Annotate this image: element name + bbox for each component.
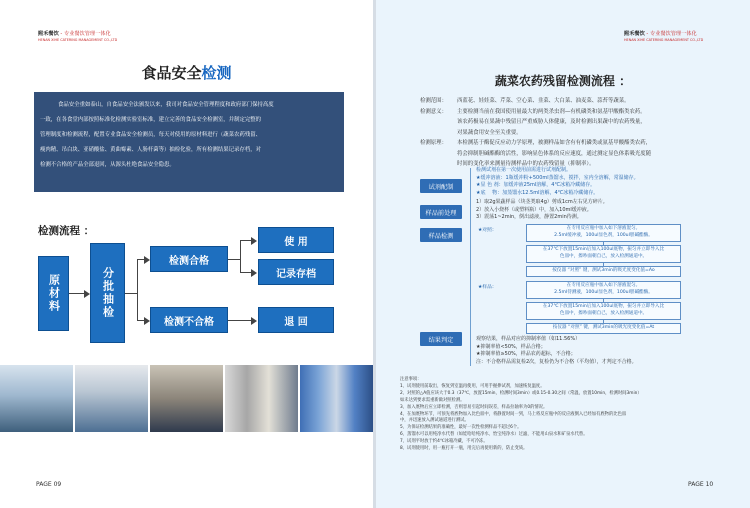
page-number: PAGE 10 [688, 481, 714, 488]
lab-photo-strip [0, 365, 373, 432]
flow-title: 检测流程 ： [38, 225, 95, 237]
brand-subtitle: HENAN XIHE CATERING MANAGEMENT CO.,LTD [624, 38, 704, 42]
note-line: 6、蒸馏水可以用纯净水代替（如娃哈哈纯净水、怡宝纯净水）过滤，不能用山泉水和矿泉水代替。 [400, 432, 588, 438]
notes-block [400, 377, 730, 453]
principle-line-1: 本检测基于酶促反应动力学原理，被测样品如含有有机磷类或氨基甲酸酯类农药， [457, 140, 652, 146]
lab-photo [0, 365, 73, 432]
scope-block [420, 96, 720, 170]
flow-record: 记录存档 [258, 259, 334, 285]
intro-line-1: 食品安全重如泰山，自食品安全法颁发以来，我司对食品安全管理程度和政府部门保持高度 [58, 102, 274, 108]
flow-use: 使 用 [258, 227, 334, 253]
sample-step-3: 按仪器 “对照” 键，测试3min的吸光度变化值=At [526, 323, 681, 334]
procedure-title: 蔬菜农药残留检测流程 ： [494, 74, 632, 88]
brand-name: 熙禾餐饮 [38, 31, 59, 37]
flow-raw-material: 原材料 [38, 256, 69, 331]
scope-label: 检测范围： [420, 98, 447, 104]
note-line: 7、试剂平时放于约4℃冰箱冷藏，不可冷冻。 [400, 439, 488, 445]
intro-line-3: 管理制度和检测流程，配置专业食品安全检测员，每天对使用的原材料进行（蔬菜农药残留、 [40, 132, 262, 138]
result-line: ★抑制率值<50%，样品合格； [476, 343, 546, 350]
step-sample-detection: 样品检测 [420, 228, 462, 242]
result-line: 观察结果，样品对应的抑制率值（如11.56%） [476, 336, 581, 342]
flow-connector [228, 320, 252, 321]
pretreatment-text [476, 199, 726, 222]
note-line: 4、在加底物环节，可预先将底物加入比色皿中，将静置时间一到，马上将反应瓶中的反应液倒入已经加有底物的比色皿 [400, 411, 627, 417]
sample-step-2-line: 在37℃下放置15min后加入100ul底物，振匀并立即导入比 [542, 304, 665, 309]
intro-panel [34, 92, 344, 192]
principle-line-3: 时间的变化率来测量待测样品中的农药残留量（抑制率）。 [457, 161, 595, 167]
flow-fail: 检测不合格 [150, 307, 228, 333]
prep-line: ★缓冲溶液：1瓶缓冲粉+500ml蒸馏水，搅拌，室内全溶解，常温储存。 [476, 174, 639, 181]
lab-photo [150, 365, 223, 432]
flow-pass: 检测合格 [150, 246, 228, 272]
result-line: ★抑制率值≥50%，样品农药超标，不合格； [476, 351, 576, 357]
control-step-1-line: 在专用反应瓶中加入如下溶液混匀。 [566, 226, 641, 231]
meaning-line-3: 对果蔬食用安全至关重要。 [457, 129, 522, 136]
control-step-3: 按仪器 “对照” 键，测试3min的吸光度变化值=Ao [526, 266, 681, 277]
sample-step-1-line: 2.5ml待测液，100ul显色剂，100ul胆碱酯酶。 [554, 289, 653, 295]
page-number: PAGE 09 [36, 481, 62, 488]
lab-photo [300, 365, 373, 432]
flow-arrow [251, 317, 257, 325]
flow-connector [228, 259, 240, 260]
intro-line-4: 瘦肉精、吊白块、亚硝酸盐、黄曲霉素、人肠杆菌等）抽检化验，所有检测结果记录存档，对 [40, 147, 262, 153]
brand-header [38, 30, 117, 42]
sample-step-1-line: 在专用反应瓶中加入如下溶液混匀。 [566, 283, 641, 288]
meaning-line-1: 主要检测当前在我国使用量最大的两类杀虫剂—有机磷类和氨基甲酸酯类农药。 [457, 108, 646, 115]
brand-slogan: - 专业餐饮管理一体化 [60, 31, 111, 37]
flow-return: 退 回 [258, 307, 334, 333]
control-step-2 [526, 245, 681, 263]
intro-line-2: 一致，在各食堂内部按照标准化检测实验室标准，建立完善的食品安全检测室，并制定完整的 [40, 117, 262, 123]
pre-line: 1）取2g果蔬样品（块茎类取4g）剪成1cm左右见方碎片。 [476, 199, 608, 205]
intro-line-5: 检测不合格的产品全部退回，从源头杜绝食品安全隐患。 [40, 162, 175, 168]
result-line: 注：不合格样品需复检2次，复检仍为不合格（平均值），才判定不合格。 [476, 358, 637, 365]
control-label: ★对照： [478, 228, 497, 233]
pre-line: 3）震荡1~2min，倒出滤液，静置2min待测。 [476, 214, 582, 220]
flow-batch-check: 分批抽检 [90, 243, 125, 343]
step-divider [470, 168, 471, 366]
note-line: 3、加入底物后应立即检测，否则容易引起时间误差，样品拉轴率为0的情况。 [400, 404, 548, 410]
sample-step-2-line: 色皿中，擦吵面朝自己，放入检测通道中。 [559, 310, 648, 316]
sample-step-1 [526, 281, 681, 299]
flow-connector [125, 293, 137, 294]
prep-line: ★显 色 剂：加缓冲液25ml溶解，4℃冰箱冷藏储存。 [476, 182, 596, 188]
notes-title: 注意事项： [400, 377, 422, 382]
control-step-1-line: 2.5ml缓冲液，100ul显色剂，100ul胆碱酯酶。 [554, 232, 653, 238]
brand-subtitle: HENAN XIHE CATERING MANAGEMENT CO.,LTD [38, 38, 118, 42]
title-suffix: 检测 [201, 64, 232, 82]
note-line: 中，并迅速放入测试通道进行测试。 [400, 418, 469, 424]
control-step-2-line: 色皿中，擦吵面朝自己，放入检测通道中。 [559, 253, 648, 259]
reagent-prep-text [476, 167, 726, 197]
brand-slogan: - 专业餐饮管理一体化 [646, 31, 697, 37]
prep-line: 检测试剂在第一次使用前需进行试剂配制。 [476, 167, 572, 173]
step-sample-pretreatment: 样品前处理 [420, 205, 462, 219]
brand-header [624, 30, 703, 42]
note-line: 1、试剂使用前取出，恢复到室温再使用，可用手握捧试剂，加速恢复温度。 [400, 383, 545, 389]
scope-text: 西蓝花、娃娃菜、芹菜、空心菜、韭菜、大白菜、油麦菜、蒜苔等蔬菜。 [457, 98, 630, 104]
principle-label: 检测原理： [420, 140, 447, 146]
note-line: 8、试剂使用时，用一瓶打开一瓶，用完后再使用新的，防止变质。 [400, 446, 528, 452]
flow-connector [137, 259, 138, 320]
note-line: 2、对照的△A值应该大于0.3（37℃，放置15min，检测时间3min）或0.15-0.30之间（常温，放置10min，检测时间3min） [400, 390, 642, 396]
prep-line: ★底 物：加蒸馏水12.5ml溶解，4℃冰箱冷藏储存。 [476, 189, 599, 196]
flow-connector [240, 240, 241, 272]
lab-photo [225, 365, 298, 432]
flow-arrow [251, 269, 257, 277]
page-title [0, 62, 373, 83]
lab-photo [75, 365, 148, 432]
control-step-1 [526, 224, 681, 242]
note-line: 如未达到要求需重新做对照检测。 [400, 397, 465, 403]
pre-line: 2）放入小烧杯（或塑料瓶）中，加入10ml缓冲液。 [476, 206, 592, 213]
step-result-judgement: 结果判定 [420, 332, 462, 346]
sample-label: ★样品： [478, 285, 497, 290]
sample-step-2 [526, 302, 681, 320]
meaning-line-2: 该农药极易在果蔬中残留且严重威胁人体健康，及时检测出果蔬中的农药残量， [457, 119, 646, 125]
step-reagent-prep: 试剂配制 [420, 179, 462, 193]
result-text [476, 336, 726, 366]
note-line: 5、为保证检测结果的准确性，最好一次性检测样品不超过6个。 [400, 425, 522, 431]
flow-connector [69, 293, 85, 294]
flow-arrow [251, 237, 257, 245]
principle-line-2: 将会抑制胆碱酯酶的活性，影响显色体系的反应速度，通过测定显色体系吸光度随 [457, 150, 652, 157]
left-page [0, 0, 373, 508]
title-prefix: 食品安全 [141, 64, 202, 82]
meaning-label: 检测意义： [420, 108, 447, 115]
brand-name: 熙禾餐饮 [624, 31, 645, 37]
control-step-2-line: 在37℃下放置15min后加入100ul底物，振匀并立即导入比 [542, 247, 665, 252]
